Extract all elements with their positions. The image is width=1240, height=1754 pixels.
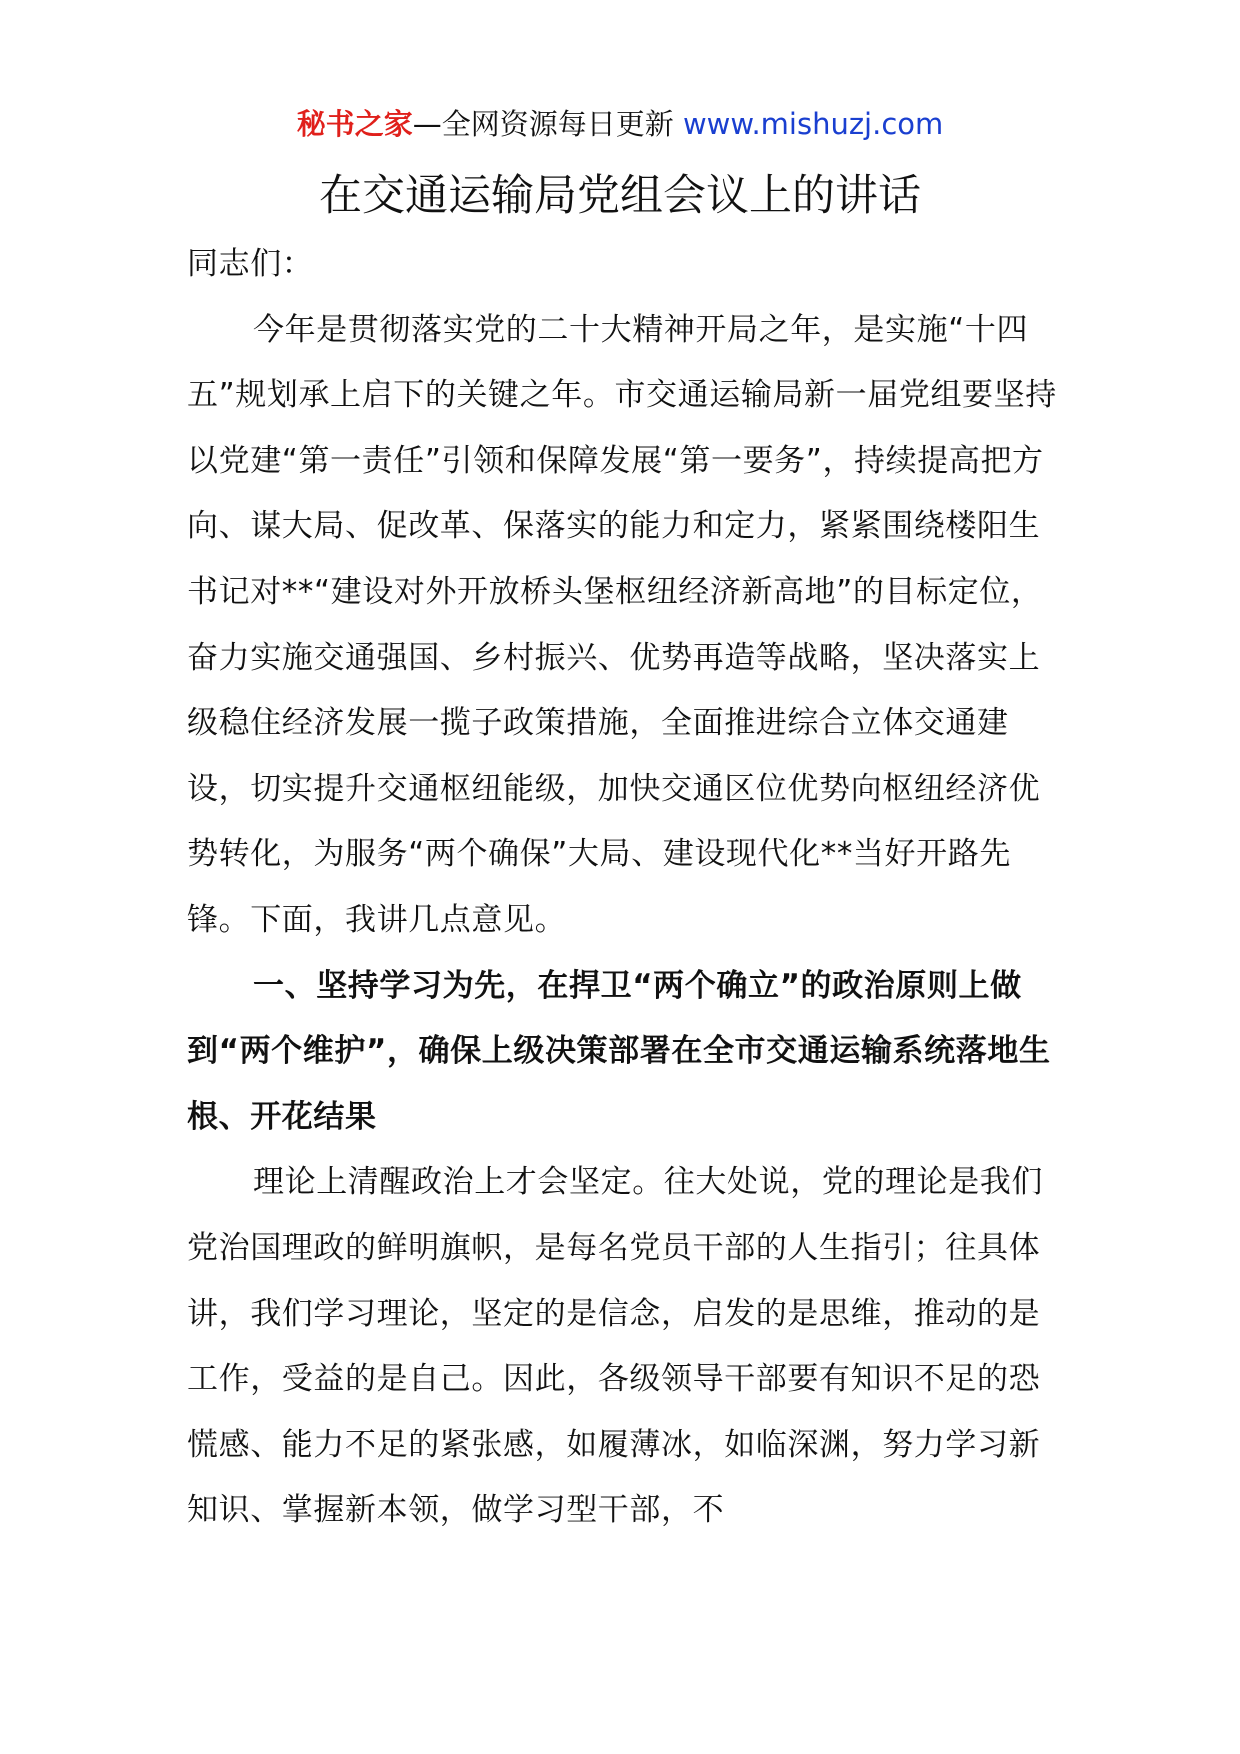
site-url-link[interactable]: www.mishuzj.com (682, 107, 944, 141)
salutation: 同志们： (187, 246, 314, 282)
document-body (187, 232, 1057, 1544)
paragraph-intro: 今年是贯彻落实党的二十大精神开局之年，是实施“十四五”规划承上启下的关键之年。市交通运输局新一届党组要坚持以党建“第一责任”引领和保障发展“第一要务”，持续提高把方向、谋大局、促改革、保落实的能力和定力，紧紧围绕楼阳生书记对**“建设对外开放桥头堡枢纽经济新高地”的目标定位，奋力实施交通强国、乡村振兴、优势再造等战略，坚决落实上级稳住经济发展一揽子政策措施，全面推进综合立体交通建设，切实提升交通枢纽能级，加快交通区位优势向枢纽经济优势转化，为服务“两个确保”大局、建设现代化**当好开路先锋。下面，我讲几点意见。 (187, 311, 1057, 938)
site-header (0, 104, 1240, 144)
section-heading-1: 一、坚持学习为先，在捍卫“两个确立”的政治原则上做到“两个维护”，确保上级决策部署在全市交通运输系统落地生根、开花结果 (187, 967, 1051, 1135)
brand-name: 秘书之家 (296, 107, 413, 141)
document-title: 在交通运输局党组会议上的讲话 (319, 171, 921, 221)
header-tagline: —全网资源每日更新 (412, 107, 674, 141)
paragraph-theory: 理论上清醒政治上才会坚定。往大处说，党的理论是我们党治国理政的鲜明旗帜，是每名党员干部的人生指引；往具体讲，我们学习理论，坚定的是信念，启发的是思维，推动的是工作，受益的是自己。因此，各级领导干部要有知识不足的恐慌感、能力不足的紧张感，如履薄冰，如临深渊，努力学习新知识、掌握新本领，做学习型干部，不 (187, 1164, 1043, 1529)
